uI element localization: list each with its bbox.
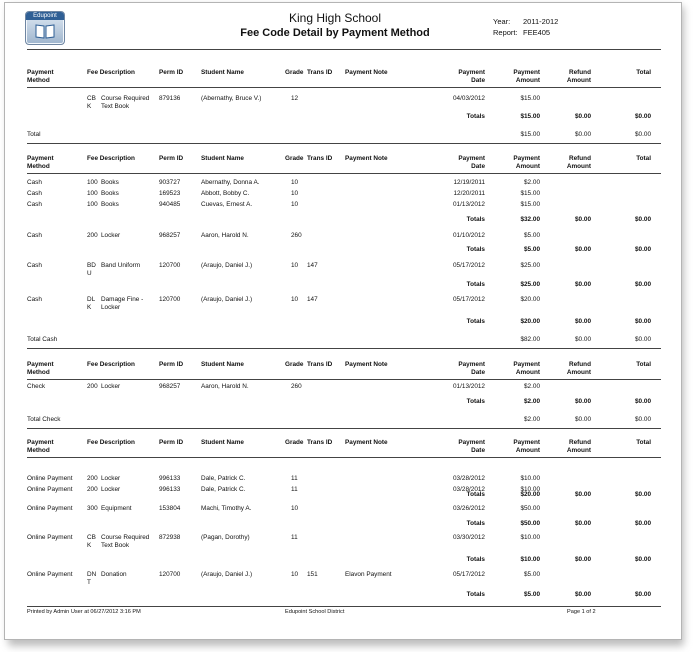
row-student-name: Machi, Timothy A. [201,505,252,512]
row-perm-id: 879136 [159,95,181,102]
footer-page: Page 1 of 2 [567,609,596,615]
row-payment-date: 01/13/2012 [453,383,485,390]
subtotal-label: Totals [466,281,485,288]
row-trans-id: 147 [307,296,318,303]
year-value: 2011-2012 [523,17,559,26]
row-fee-code: K [87,304,92,311]
col-header-refund-amount: Amount [566,447,591,454]
row-fee-code: 200 [87,475,98,482]
col-header-perm-id: Perm ID [159,69,184,76]
col-header-grade: Grade [285,155,304,162]
subtotal-total: $0.00 [635,281,651,288]
group-total-label: Total Cash [27,336,58,343]
row-fee-description: Text Book [101,103,130,110]
row-perm-id: 120700 [159,296,181,303]
group-total-payment-amount: $15.00 [520,131,540,138]
row-perm-id: 872938 [159,534,181,541]
row-perm-id: 968257 [159,232,181,239]
report-title: Fee Code Detail by Payment Method [240,27,430,39]
col-header-fee-description: Fee Description [87,69,135,76]
row-perm-id: 169523 [159,190,181,197]
row-payment-date: 03/28/2012 [453,475,485,482]
row-payment-date: 03/28/2012 [453,486,485,493]
row-grade: 10 [291,262,299,269]
row-payment-note: Elavon Payment [345,571,392,578]
group-total-payment-amount: $82.00 [520,336,540,343]
row-payment-amount: $25.00 [520,262,540,269]
subtotal-payment-amount: $20.00 [520,318,540,325]
row-fee-code: BD [87,262,96,269]
col-header-payment-method: Method [27,163,50,170]
row-fee-description: Locker [101,383,121,390]
row-payment-amount: $10.00 [520,534,540,541]
col-header-payment-note: Payment Note [345,69,388,76]
col-header-trans-id: Trans ID [307,69,333,76]
row-payment-date: 12/19/2011 [453,179,485,186]
section-header-divider [27,457,661,458]
col-header-payment-date: Date [471,77,485,84]
col-header-payment-method: Payment [27,155,54,162]
row-grade: 10 [291,505,299,512]
row-fee-description: Locker [101,475,121,482]
subtotal-refund-amount: $0.00 [575,216,591,223]
row-fee-code: 200 [87,232,98,239]
footer-divider [27,606,661,607]
col-header-refund-amount: Refund [568,361,591,368]
subtotal-refund-amount: $0.00 [575,520,591,527]
row-fee-description: Donation [101,571,127,578]
row-student-name: (Araujo, Daniel J.) [201,262,253,269]
row-fee-code: CB [87,534,96,541]
row-fee-description: Text Book [101,542,130,549]
row-payment-amount: $10.00 [520,475,540,482]
row-fee-description: Damage Fine - [101,296,144,303]
col-header-fee-description: Fee Description [87,439,135,446]
subtotal-label: Totals [466,113,485,120]
subtotal-total: $0.00 [635,113,651,120]
subtotal-label: Totals [466,491,485,498]
section-header-divider [27,173,661,174]
group-total-refund-amount: $0.00 [575,336,591,343]
row-fee-description: Books [101,179,119,186]
row-fee-description: Locker [101,304,121,311]
row-fee-code: 100 [87,201,98,208]
row-payment-method: Cash [27,190,42,197]
group-total-total: $0.00 [635,336,651,343]
row-payment-date: 05/17/2012 [453,262,485,269]
school-name: King High School [288,11,382,25]
subtotal-total: $0.00 [635,591,651,598]
subtotal-payment-amount: $2.00 [524,398,540,405]
row-payment-amount: $20.00 [520,296,540,303]
row-fee-code: CB [87,95,96,102]
row-fee-description: Band Uniform [101,262,141,269]
col-header-refund-amount: Refund [568,69,591,76]
row-perm-id: 996133 [159,475,181,482]
row-payment-amount: $2.00 [524,383,540,390]
row-student-name: Dale, Patrick C. [201,486,246,493]
row-payment-method: Online Payment [27,475,73,482]
col-header-perm-id: Perm ID [159,439,184,446]
row-fee-code: T [87,579,91,586]
row-fee-code: 300 [87,505,98,512]
row-perm-id: 120700 [159,262,181,269]
row-student-name: Cuevas, Ernest A. [201,201,253,208]
col-header-total: Total [636,69,651,76]
subtotal-payment-amount: $20.00 [520,491,540,498]
row-payment-date: 03/30/2012 [453,534,485,541]
row-fee-code: 200 [87,383,98,390]
row-fee-description: Course Required [101,534,150,541]
subtotal-total: $0.00 [635,556,651,563]
col-header-payment-method: Method [27,447,50,454]
row-payment-date: 05/17/2012 [453,296,485,303]
col-header-payment-method: Payment [27,439,54,446]
subtotal-total: $0.00 [635,318,651,325]
row-payment-amount: $15.00 [520,190,540,197]
report-line [493,28,551,37]
row-student-name: (Araujo, Daniel J.) [201,571,253,578]
col-header-refund-amount: Amount [566,77,591,84]
row-fee-description: Books [101,201,119,208]
row-payment-method: Online Payment [27,505,73,512]
subtotal-payment-amount: $15.00 [520,113,540,120]
row-student-name: Abernathy, Donna A. [201,179,260,186]
row-perm-id: 940485 [159,201,181,208]
row-perm-id: 968257 [159,383,181,390]
subtotal-label: Totals [466,246,485,253]
row-payment-method: Cash [27,262,42,269]
group-total-refund-amount: $0.00 [575,131,591,138]
group-total-label: Total [27,131,41,138]
subtotal-payment-amount: $50.00 [520,520,540,527]
col-header-grade: Grade [285,69,304,76]
row-grade: 260 [291,232,302,239]
row-payment-method: Cash [27,296,42,303]
row-student-name: Abbott, Bobby C. [201,190,250,197]
subtotal-refund-amount: $0.00 [575,281,591,288]
subtotal-total: $0.00 [635,491,651,498]
row-payment-method: Online Payment [27,534,73,541]
col-header-payment-amount: Amount [515,163,540,170]
row-student-name: Dale, Patrick C. [201,475,246,482]
section-divider [27,428,661,429]
row-trans-id: 151 [307,571,318,578]
col-header-refund-amount: Amount [566,369,591,376]
col-header-total: Total [636,361,651,368]
col-header-payment-note: Payment Note [345,361,388,368]
row-grade: 10 [291,190,299,197]
col-header-student-name: Student Name [201,439,244,446]
col-header-payment-method: Method [27,369,50,376]
col-header-total: Total [636,155,651,162]
subtotal-refund-amount: $0.00 [575,556,591,563]
subtotal-refund-amount: $0.00 [575,591,591,598]
row-fee-description: Locker [101,486,121,493]
col-header-payment-amount: Amount [515,369,540,376]
col-header-payment-date: Payment [458,69,485,76]
row-fee-code: 100 [87,190,98,197]
row-payment-date: 03/26/2012 [453,505,485,512]
report-value: FEE405 [523,28,551,37]
report-page [4,2,682,640]
row-payment-method: Online Payment [27,571,73,578]
col-header-payment-amount: Payment [513,69,540,76]
subtotal-payment-amount: $10.00 [520,556,540,563]
subtotal-label: Totals [466,520,485,527]
col-header-payment-date: Date [471,447,485,454]
group-total-label: Total Check [27,416,61,423]
col-header-student-name: Student Name [201,69,244,76]
subtotal-payment-amount: $5.00 [524,246,540,253]
row-payment-date: 01/13/2012 [453,201,485,208]
row-grade: 10 [291,201,299,208]
subtotal-label: Totals [466,216,485,223]
row-fee-description: Course Required [101,95,150,102]
row-payment-method: Online Payment [27,486,73,493]
row-trans-id: 147 [307,262,318,269]
col-header-payment-date: Date [471,369,485,376]
col-header-payment-method: Payment [27,69,54,76]
col-header-payment-date: Payment [458,155,485,162]
col-header-refund-amount: Amount [566,163,591,170]
col-header-refund-amount: Refund [568,155,591,162]
row-student-name: (Araujo, Daniel J.) [201,296,253,303]
row-fee-code: K [87,103,92,110]
row-student-name: Aaron, Harold N. [201,383,249,390]
report-label: Report: [493,28,518,37]
subtotal-refund-amount: $0.00 [575,318,591,325]
edupoint-logo [25,11,65,45]
col-header-student-name: Student Name [201,155,244,162]
row-payment-method: Cash [27,179,42,186]
group-total-payment-amount: $2.00 [524,416,540,423]
row-payment-amount: $15.00 [520,95,540,102]
row-grade: 10 [291,571,299,578]
row-fee-code: 200 [87,486,98,493]
subtotal-label: Totals [466,398,485,405]
row-payment-date: 04/03/2012 [453,95,485,102]
col-header-payment-amount: Amount [515,77,540,84]
subtotal-refund-amount: $0.00 [575,398,591,405]
col-header-payment-method: Method [27,77,50,84]
col-header-payment-amount: Payment [513,155,540,162]
col-header-payment-amount: Payment [513,361,540,368]
col-header-payment-amount: Amount [515,447,540,454]
row-fee-description: Equipment [101,505,132,512]
section-header-divider [27,87,661,88]
subtotal-payment-amount: $25.00 [520,281,540,288]
row-payment-amount: $5.00 [524,232,540,239]
subtotal-refund-amount: $0.00 [575,246,591,253]
subtotal-total: $0.00 [635,520,651,527]
row-fee-description: Books [101,190,119,197]
row-student-name: Aaron, Harold N. [201,232,249,239]
group-total-total: $0.00 [635,416,651,423]
row-perm-id: 153804 [159,505,181,512]
footer-district: Edupoint School District [285,609,345,615]
col-header-trans-id: Trans ID [307,155,333,162]
row-payment-method: Cash [27,201,42,208]
row-payment-amount: $2.00 [524,179,540,186]
col-header-perm-id: Perm ID [159,361,184,368]
row-grade: 260 [291,383,302,390]
subtotal-label: Totals [466,556,485,563]
col-header-grade: Grade [285,361,304,368]
row-grade: 11 [291,475,298,482]
col-header-grade: Grade [285,439,304,446]
col-header-trans-id: Trans ID [307,361,333,368]
subtotal-total: $0.00 [635,216,651,223]
row-payment-amount: $10.00 [520,486,540,493]
subtotal-payment-amount: $5.00 [524,591,540,598]
group-total-refund-amount: $0.00 [575,416,591,423]
row-grade: 10 [291,296,299,303]
col-header-perm-id: Perm ID [159,155,184,162]
row-perm-id: 996133 [159,486,181,493]
subtotal-total: $0.00 [635,398,651,405]
row-payment-amount: $5.00 [524,571,540,578]
col-header-payment-note: Payment Note [345,439,388,446]
year-line [493,17,559,26]
col-header-payment-note: Payment Note [345,155,388,162]
section-header-divider [27,379,661,380]
row-student-name: (Abernathy, Bruce V.) [201,95,262,102]
col-header-payment-date: Payment [458,361,485,368]
row-grade: 11 [291,534,298,541]
book-icon [35,23,55,39]
row-payment-date: 01/10/2012 [453,232,485,239]
row-grade: 10 [291,179,299,186]
row-student-name: (Pagan, Dorothy) [201,534,250,541]
footer-printed: Printed by Admin User at 06/27/2012 3:16 PM [27,609,141,615]
subtotal-total: $0.00 [635,246,651,253]
year-label: Year: [493,17,511,26]
row-payment-amount: $15.00 [520,201,540,208]
col-header-total: Total [636,439,651,446]
row-fee-description: Locker [101,232,121,239]
col-header-student-name: Student Name [201,361,244,368]
subtotal-refund-amount: $0.00 [575,491,591,498]
row-fee-code: U [87,270,92,277]
col-header-payment-date: Payment [458,439,485,446]
col-header-payment-method: Payment [27,361,54,368]
header-divider [27,49,661,50]
row-fee-code: DL [87,296,96,303]
row-grade: 11 [291,486,298,493]
row-payment-date: 05/17/2012 [453,571,485,578]
subtotal-payment-amount: $32.00 [520,216,540,223]
col-header-payment-amount: Payment [513,439,540,446]
row-fee-code: DN [87,571,97,578]
col-header-fee-description: Fee Description [87,155,135,162]
col-header-trans-id: Trans ID [307,439,333,446]
col-header-payment-date: Date [471,163,485,170]
row-payment-amount: $50.00 [520,505,540,512]
group-total-total: $0.00 [635,131,651,138]
logo-text: Edupoint [26,12,64,20]
subtotal-refund-amount: $0.00 [575,113,591,120]
row-grade: 12 [291,95,299,102]
row-payment-method: Check [27,383,46,390]
row-payment-date: 12/20/2011 [453,190,485,197]
section-divider [27,143,661,144]
subtotal-label: Totals [466,318,485,325]
row-payment-method: Cash [27,232,42,239]
row-fee-code: 100 [87,179,98,186]
row-perm-id: 120700 [159,571,181,578]
row-fee-code: K [87,542,92,549]
section-divider [27,348,661,349]
subtotal-label: Totals [466,591,485,598]
col-header-fee-description: Fee Description [87,361,135,368]
col-header-refund-amount: Refund [568,439,591,446]
row-perm-id: 903727 [159,179,181,186]
